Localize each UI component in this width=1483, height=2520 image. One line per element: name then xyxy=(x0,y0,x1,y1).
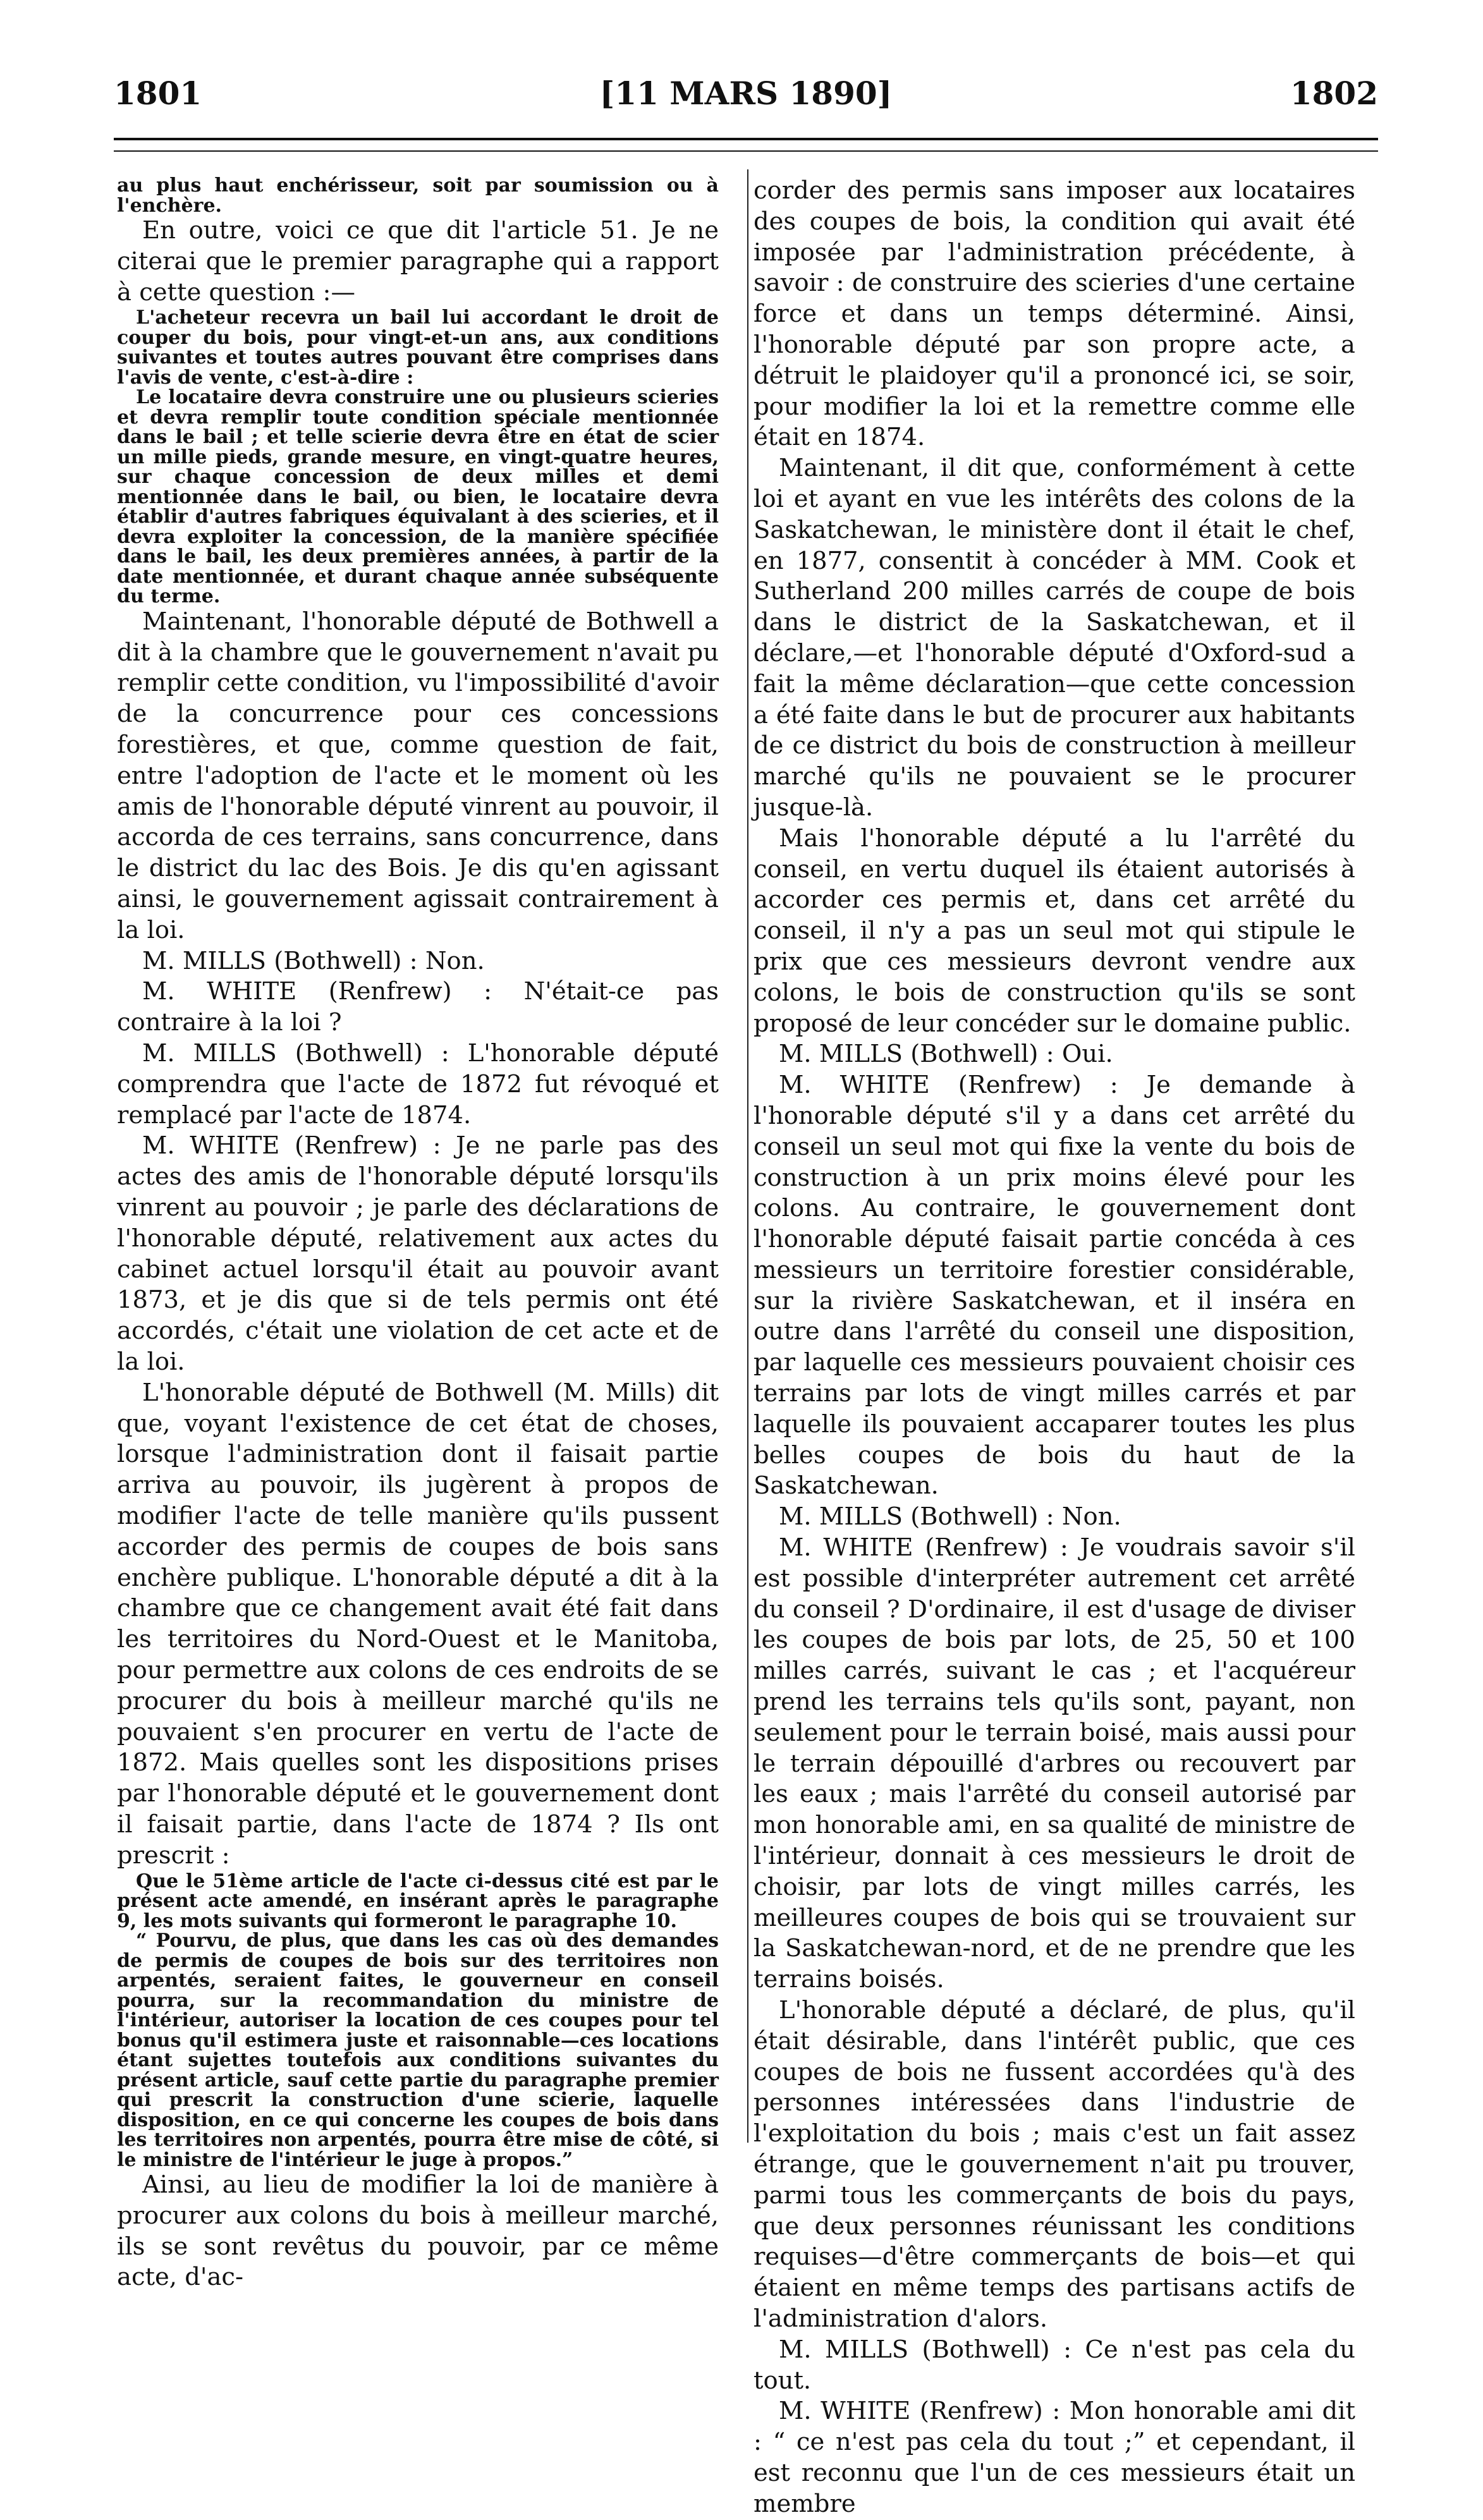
page-number-right: 1802 xyxy=(1290,75,1378,112)
quoted-paragraph: L'acheteur recevra un bail lui accordant le droit de couper du bois, pour vingt-et-un ans, aux conditions suivantes et toutes autres pouvant être comprises dans l'avis de vente, c'est-à-dire : xyxy=(117,307,719,389)
page-number-left: 1801 xyxy=(114,75,202,112)
paragraph: M. WHITE (Renfrew) : Mon honorable ami dit : “ ce n'est pas cela du tout ;” et cependant, il est reconnu que l'un de ces messieurs était un membre xyxy=(754,2397,1355,2518)
header-rule-thin xyxy=(114,150,1378,152)
column-divider xyxy=(747,169,748,2143)
paragraph: M. MILLS (Bothwell) : Oui. xyxy=(779,1040,1113,1069)
paragraph: M. WHITE (Renfrew) : N'était-ce pas contraire à la loi ? xyxy=(117,977,719,1037)
quoted-paragraph: “ Pourvu, de plus, que dans les cas où des demandes de permis de coupes de bois sur des territoires non arpentés, seraient faites, le gouverneur en conseil pourra, sur la recommandation du ministre de l'intérieur, autoriser la location de ces coupes pour tel bonus qu'il estimera juste et raisonnable—ces locations étant sujettes toutefois aux conditions suivantes du présent article, sauf cette partie du paragraphe premier qui prescrit la construction d'une scierie, laquelle disposition, en ce qui concerne les coupes de bois dans les territoires non arpentés, pourra être mise de côté, si le ministre de l'intérieur le juge à propos.” xyxy=(117,1930,719,2171)
paragraph: L'honorable député de Bothwell (M. Mills) dit que, voyant l'existence de cet état de choses, lorsque l'administration dont il faisait partie arriva au pouvoir, ils jugèrent à propos de modifier l'acte de telle manière qu'ils pussent accorder des permis de coupes de bois sans enchère publique. L'honorable député a dit à la chambre que ce changement avait été fait dans les territoires du Nord-Ouest et le Manitoba, pour permettre aux colons de ces endroits de se procurer du bois à meilleur marché qu'ils ne pouvaient s'en procurer en vertu de l'acte de 1872. Mais quelles sont les dispositions prises par l'honorable député et le gouvernement dont il faisait partie, dans l'acte de 1874 ? Ils ont prescrit : xyxy=(117,1378,719,1870)
paragraph: L'honorable député a déclaré, de plus, qu'il était désirable, dans l'intérêt public, que ces coupes de bois ne fussent accordées qu'à des personnes intéressées dans l'industrie de l'exploitation du bois ; mais c'est un fait assez étrange, que le gouvernement n'ait pu trouver, parmi tous les commerçants de bois du pays, que deux personnes réunissant les conditions requises—d'être commerçants de bois—et qui étaient en même temps des partisans actifs de l'administration d'alors. xyxy=(754,1996,1355,2333)
paragraph: En outre, voici ce que dit l'article 51. Je ne citerai que le premier paragraphe qui a rapport à cette question :— xyxy=(117,216,719,307)
quoted-paragraph: Le locataire devra construire une ou plusieurs scieries et devra remplir toute condition spéciale mentionnée dans le bail ; et telle scierie devra être en état de scier un mille pieds, grande mesure, en vingt-quatre heures, sur chaque concession de deux milles et demi mentionnée dans le bail, ou bien, le locataire devra établir d'autres fabriques équivalant à des scieries, et il devra exploiter la concession, de la manière spécifiée dans le bail, les deux premières années, à partir de la date mentionnée, et durant chaque année subséquente du terme. xyxy=(117,386,719,608)
paragraph: M. WHITE (Renfrew) : Je ne parle pas des actes des amis de l'honorable député lorsqu'ils vinrent au pouvoir ; je parle des déclarations de l'honorable député, relativement aux actes du cabinet actuel lorsqu'il était au pouvoir avant 1873, et je dis que si de tels permis ont été accordés, c'était une violation de cet acte et de la loi. xyxy=(117,1131,719,1377)
left-column xyxy=(117,176,719,2293)
paragraph: Mais l'honorable député a lu l'arrêté du conseil, en vertu duquel ils étaient autorisés à accorder ces permis et, dans cet arrêté du conseil, il n'y a pas un seul mot qui stipule le prix que ces messieurs devront vendre aux colons, le bois de construction qu'ils se sont proposé de leur concéder sur le domaine public. xyxy=(754,824,1355,1038)
paragraph: M. MILLS (Bothwell) : L'honorable député comprendra que l'acte de 1872 fut révoqué et remplacé par l'acte de 1874. xyxy=(117,1039,719,1129)
header-rule-thick xyxy=(114,138,1378,140)
paragraph: Maintenant, l'honorable député de Bothwell a dit à la chambre que le gouvernement n'avait pu remplir cette condition, vu l'impossibilité d'avoir de la concurrence pour ces concessions forestières, et que, comme question de fait, entre l'adoption de l'acte et le moment où les amis de l'honorable député vinrent au pouvoir, il accorda de ces terrains, sans concurrence, dans le district du lac des Bois. Je dis qu'en agissant ainsi, le gouvernement agissait contrairement à la loi. xyxy=(117,607,719,944)
quoted-paragraph: au plus haut enchérisseur, soit par soumission ou à l'enchère. xyxy=(117,174,719,217)
paragraph: M. MILLS (Bothwell) : Non. xyxy=(779,1502,1121,1531)
paragraph: Ainsi, au lieu de modifier la loi de manière à procurer aux colons du bois à meilleur marché, ils se sont revêtus du pouvoir, par ce même acte, d'ac- xyxy=(117,2170,719,2292)
quoted-paragraph: Que le 51ème article de l'acte ci-dessus cité est par le présent acte amendé, en insérant après le paragraphe 9, les mots suivants qui formeront le paragraphe 10. xyxy=(117,1870,719,1932)
paragraph: M. WHITE (Renfrew) : Je demande à l'honorable député s'il y a dans cet arrêté du conseil un seul mot qui fixe la vente du bois de construction à un prix moins élevé pour les colons. Au contraire, le gouvernement dont l'honorable député faisait partie concéda à ces messieurs un territoire forestier considérable, sur la rivière Saskatchewan, et il inséra en outre dans l'arrêté du conseil une disposition, par laquelle ces messieurs pouvaient choisir ces terrains par lots de vingt milles carrés et par laquelle ils pouvaient accaparer toutes les plus belles coupes de bois du haut de la Saskatchewan. xyxy=(754,1071,1355,1500)
page-header xyxy=(114,68,1378,125)
paragraph: M. MILLS (Bothwell) : Ce n'est pas cela du tout. xyxy=(754,2335,1355,2395)
paragraph: corder des permis sans imposer aux locataires des coupes de bois, la condition qui avait été imposée par l'administration précédente, à savoir : de construire des scieries d'une certaine force et dans un temps déterminé. Ainsi, l'honorable député par son propre acte, a détruit le plaidoyer qu'il a prononcé ici, se soir, pour modifier la loi et la remettre comme elle était en 1874. xyxy=(754,176,1355,452)
paragraph: M. MILLS (Bothwell) : Non. xyxy=(142,946,485,975)
right-column xyxy=(754,176,1355,2520)
page-date: [11 MARS 1890] xyxy=(599,75,893,112)
paragraph: Maintenant, il dit que, conformément à cette loi et ayant en vue les intérêts des colons de la Saskatchewan, le ministère dont il était le chef, en 1877, consentit à concéder à MM. Cook et Sutherland 200 milles carrés de coupe de bois dans le district de la Saskatchewan, et il déclare,—et l'honorable député d'Oxford-sud a fait la même déclaration—que cette concession a été faite dans le but de procurer aux habitants de ce district du bois de construction à meilleur marché qu'ils ne pouvaient se le procurer jusque-là. xyxy=(754,454,1355,822)
paragraph: M. WHITE (Renfrew) : Je voudrais savoir s'il est possible d'interpréter autrement cet arrêté du conseil ? D'ordinaire, il est d'usage de diviser les coupes de bois par lots, de 25, 50 et 100 milles carrés, suivant le cas ; et l'acquéreur prend les terrains tels qu'ils sont, payant, non seulement pour le terrain boisé, mais aussi pour le terrain dépouillé d'arbres ou recouvert par les eaux ; mais l'arrêté du conseil autorisé par mon honorable ami, en sa qualité de ministre de l'intérieur, donnait à ces messieurs le droit de choisir, par lots de vingt milles carrés, les meilleures coupes de bois qui se trouvaient sur la Saskatchewan-nord, et de ne prendre que les terrains boisés. xyxy=(754,1533,1355,1994)
